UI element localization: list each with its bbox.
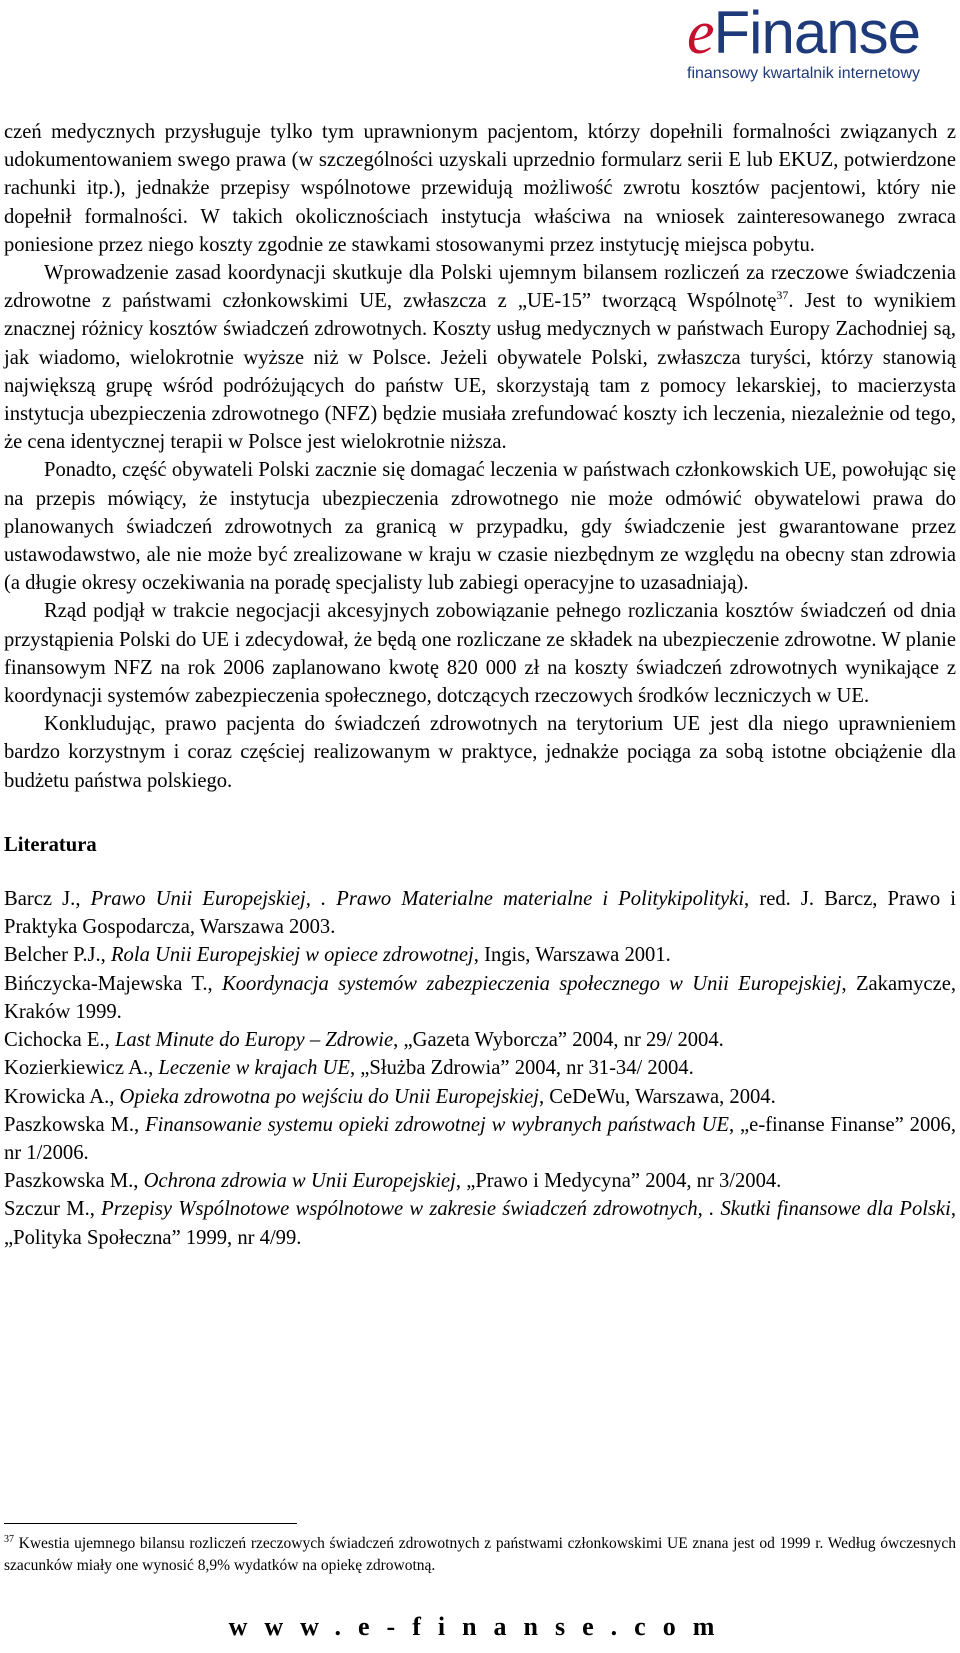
logo: [620, 0, 920, 95]
reference-item: Barcz J., Prawo Unii Europejskiej, . Prawo Materialne materialne i Politykipolityki, red. J. Barcz, Prawo i Praktyka Gospodarcza, Warszawa 2003.: [4, 888, 956, 939]
section-heading: Literatura: [4, 833, 97, 856]
reference-item: Cichocka E., Last Minute do Europy – Zdrowie, „Gazeta Wyborcza” 2004, nr 29/ 2004.: [4, 1029, 724, 1052]
footnote-number: 37: [4, 1533, 14, 1545]
footnote-ref: 37: [776, 288, 789, 303]
footnote-divider: [4, 1523, 297, 1524]
reference-item: Paszkowska M., Ochrona zdrowia w Unii Europejskiej, „Prawo i Medycyna” 2004, nr 3/2004.: [4, 1170, 782, 1193]
logo-subtitle: finansowy kwartalnik internetowy: [687, 65, 920, 82]
reference-item: Paszkowska M., Finansowanie systemu opieki zdrowotnej w wybranych państwach UE, „e-finanse Finanse” 2006, nr 1/2006.: [4, 1113, 956, 1164]
footnote: $^{37}$ Kwestia ujemnego bilansu rozliczeń rzeczowych świadczeń zdrowotnych z państwami członkowskimi UE znana jest od 1999 r. Według ówczesnych szacunków miały one wynosić 8,9% wydatków na opiekę zdrowotną.: [4, 1533, 956, 1574]
website-footer: www.e-finanse.com: [228, 1612, 732, 1641]
paragraph: Wprowadzenie zasad koordynacji skutkuje dla Polski ujemnym bilansem rozliczeń za rzeczowe świadczenia zdrowotne z państwami członkowskimi UE, zwłaszcza z „UE-15” tworzącą Wspólnotę$^{37}$. Jest to wynikiem znacznej różnicy kosztów świadczeń zdrowotnych. Koszty usług medycznych w państwach Europy Zachodniej są, jak wiadomo, wielokrotnie wyższe niż w Polsce. Jeżeli obywatele Polski, zwłaszcza turyści, którzy stanowią największą grupę wśród podróżujących do państw UE, skorzystają tam z pomocy lekarskiej, to macierzysta instytucja ubezpieczenia zdrowotnego (NFZ) będzie musiała zrefundować koszty ich leczenia, niezależnie od tego, że cena identycznej terapii w Polsce jest wielokrotnie niższa.: [4, 262, 956, 454]
paragraph: Ponadto, część obywateli Polski zacznie się domagać leczenia w państwach członkowskich UE, powołując się na przepis mówiący, że instytucja ubezpieczenia zdrowotnego nie może odmówić obywatelowi prawa do planowanych świadczeń zdrowotnych za granicą w przypadku, gdy świadczenie jest gwarantowane przez ustawodawstwo, ale nie może być zrealizowane w kraju w czasie niezbędnym ze względu na obecny stan zdrowia (a długie okresy oczekiwania na poradę specjalisty lub zabiegi operacyjne to uzasadniają).: [4, 459, 956, 595]
paragraph: czeń medycznych przysługuje tylko tym uprawnionym pacjentom, którzy dopełnili formalności związanych z udokumentowaniem swego prawa (w szczególności uzyskali uprzednio formularz serii E lub EKUZ, potwierdzone rachunki itp.), jednakże przepisy wspólnotowe przewidują możliwość zwrotu kosztów pacjentowi, który nie dopełnił formalności. W takich okolicznościach instytucja właściwa na wniosek zainteresowanego zwraca poniesione przez niego koszty zgodnie ze stawkami stosowanymi przez instytucję miejsca pobytu.: [4, 121, 956, 256]
reference-item: Krowicka A., Opieka zdrowotna po wejściu do Unii Europejskiej, CeDeWu, Warszawa, 2004.: [4, 1085, 776, 1108]
paragraph: Rząd podjął w trakcie negocjacji akcesyjnych zobowiązanie pełnego rozliczania kosztów świadczeń od dnia przystąpienia Polski do UE i zdecydował, że będą one rozliczane ze składek na ubezpieczenie zdrowotne. W planie finansowym NFZ na rok 2006 zaplanowano kwotę 820 000 zł na koszty świadczeń zdrowotnych wynikające z koordynacji systemów zabezpieczenia społecznego, dotczących rzeczowych środków leczniczych w UE.: [4, 600, 956, 708]
paragraph: Konkludując, prawo pacjenta do świadczeń zdrowotnych na terytorium UE jest dla niego uprawnieniem bardzo korzystnym i coraz częściej realizowanym w praktyce, jednakże pociąga za sobą istotne obciążenie dla budżetu państwa polskiego.: [4, 713, 956, 792]
reference-item: Belcher P.J., Rola Unii Europejskiej w opiece zdrowotnej, Ingis, Warszawa 2001.: [4, 944, 671, 967]
logo-wordmark: eFinanse: [687, 0, 920, 67]
reference-item: Kozierkiewicz A., Leczenie w krajach UE, „Służba Zdrowia” 2004, nr 31-34/ 2004.: [4, 1057, 694, 1080]
article-body: [4, 118, 956, 1252]
reference-item: Bińczycka-Majewska T., Koordynacja systemów zabezpieczenia społecznego w Unii Europejskiej, Zakamycze, Kraków 1999.: [4, 972, 956, 1023]
reference-item: Szczur M., Przepisy Wspólnotowe wspólnotowe w zakresie świadczeń zdrowotnych, . Skutki finansowe dla Polski, „Polityka Społeczna” 1999, nr 4/99.: [4, 1198, 957, 1249]
reference-list: [4, 885, 956, 1252]
